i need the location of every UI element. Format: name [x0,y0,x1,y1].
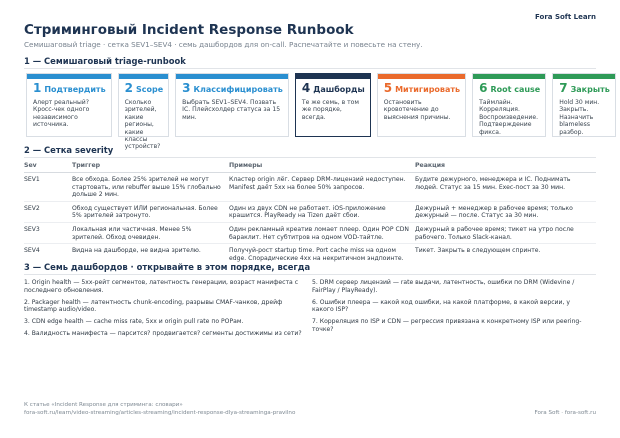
step-number: 5 [383,81,393,95]
step-name: Дашборды [313,85,365,94]
severity-header-trigger: Триггер [72,160,229,173]
step-head [33,81,106,97]
severity-cell-examples: Один из двух CDN не работает. iOS-приложение крашится. PlayReady на Tizen даёт сбои. [229,201,415,222]
severity-header-response: Реакция [415,160,596,173]
step-name: Root cause [490,85,541,94]
severity-cell-response: Будите дежурного, менеджера и IC. Поднимать людей. Статус за 15 мин. Exec-пост за 30 мин. [415,173,596,202]
severity-row [24,201,596,222]
severity-cell-response: Дежурный + менеджер в рабочее время; только дежурный — после. Статус за 30 мин. [415,201,596,222]
step-color-bar [119,74,169,79]
dashboard-item: 6. Ошибки плеера — какой код ошибки, на какой платформе, в какой версии, у какого ISP? [312,298,570,314]
step-description: Те же семь, в том же порядке, всегда. [301,99,359,121]
step-number: 1 [33,81,42,95]
step-head [384,81,460,97]
step-color-bar [553,74,615,79]
dashboard-item: 5. DRM сервер лицензий — rate выдачи, латентность, ошибки по DRM (Widevine / FairPlay / PlayReady). [312,279,575,294]
severity-cell-sev: SEV4 [24,247,40,255]
triage-step-5 [377,73,466,137]
step-number: 7 [559,81,568,95]
severity-table [24,160,596,264]
footer-brand: Fora Soft · fora-soft.ru [534,410,596,416]
severity-cell-sev: SEV3 [24,222,72,243]
severity-cell-trigger: Все обхода. Более 25% зрителей не могут стартовать, или rebuffer выше 15% глобально дольше 2 мин. [72,173,229,202]
severity-cell-response: Дежурный в рабочее время; тикет на утро после рабочего. Только Slack-канал. [415,222,596,243]
triage-step-7 [552,73,616,137]
severity-cell-examples: Получуй-рост startup time. Port cache miss на одном edge. Спорадические 4xx на некритичном эндпоинте. [229,247,404,262]
step-color-bar [473,74,545,79]
triage-step-4 [295,73,371,137]
page-title: Стриминговый Incident Response Runbook [24,22,354,38]
step-name: Закрыть [570,85,610,94]
footer-source [24,402,295,417]
severity-cell-sev: SEV1 [24,173,72,202]
step-description: Hold 30 мин. Закрыть. Назначить blameless разбор. [559,99,600,136]
footer-article-label: К статье «Incident Response для стриминга: словари» [24,402,183,408]
severity-header-row [24,160,596,173]
severity-row [24,222,596,243]
severity-cell-examples: Один рекламный креатив ломает плеер. Один POP CDN бараклит. Нет субтитров на одном VOD-тайтле. [229,222,415,243]
section-heading-triage: 1 — Семишаговый triage-runbook [24,56,186,66]
step-name: Подтвердить [44,85,106,94]
step-head [479,81,540,97]
step-name: Классифицировать [193,85,283,94]
section-rule [24,68,596,69]
step-color-bar [378,74,465,79]
step-color-bar [176,74,288,79]
severity-cell-sev: SEV2 [24,201,72,222]
dashboard-item: 2. Packager health — латентность chunk-encoding, разрывы CMAF-чанков, дрейф timestamp audio/video. [24,298,283,314]
triage-step-3 [175,73,289,137]
step-description: Остановить кровотечение до выяснения причины. [383,99,451,121]
step-description: Выбрать SEV1–SEV4. Позвать IC. Плейсхолдер статуса за 15 мин. [182,99,281,121]
severity-row [24,173,596,202]
severity-cell-response: Тикет. Закрыть в следующем спринте. [415,247,541,255]
step-number: 3 [182,81,191,95]
section-rule [24,157,596,158]
step-description: Алерт реальный? Кросс-чек одного независимого источника. [33,99,90,129]
brand-label: Fora Soft Learn [535,13,596,21]
step-head [559,81,610,97]
dashboard-item: 7. Корреляция по ISP и CDN — регрессия привязана к конкретному ISP или peering-точке? [312,318,582,333]
severity-header-sev: Sev [24,160,72,173]
section-heading-severity: 2 — Сетка severity [24,145,114,155]
dashboard-item: 1. Origin health — 5xx-рейт сегментов, латентность генерации, возраст манифеста с последнего обновления. [24,279,299,294]
page-subtitle: Семишаговый triage · сетка SEV1–SEV4 · семь дашбордов для on-call. Распечатайте и повесьте на стену. [24,40,423,49]
severity-cell-trigger: Локальная или частичная. Менее 5% зрителей. Обход очевиден. [72,222,229,243]
severity-cell-trigger: Видна на дашборде, не видна зрителю. [72,247,201,255]
triage-step-2 [118,73,170,151]
step-description: Таймлайн. Корреляция. Воспроизведение. Подтверждение фикса. [479,99,539,136]
dashboards-right-column [312,279,596,338]
severity-header-examples: Примеры [229,160,415,173]
step-name: Митигировать [395,85,461,94]
step-head [125,81,164,97]
step-number: 2 [124,81,133,95]
step-number: 6 [479,81,488,95]
dashboards-left-column [24,279,312,338]
severity-cell-examples: Кластер origin лёг. Сервер DRM-лицензий недоступен. Manifest даёт 5xx на более 50% запросов. [229,173,415,202]
severity-cell-trigger: Обход существует ИЛИ региональная. Более 5% зрителей затронуто. [72,201,229,222]
step-head [182,81,283,97]
dashboards-list [24,279,596,338]
triage-step-1 [26,73,112,137]
dashboard-item: 3. CDN edge health — cache miss rate, 5xx и origin pull rate по POPам. [24,318,244,326]
section-heading-dashboards: 3 — Семь дашбордов · открывайте в этом порядке, всегда [24,262,311,272]
step-color-bar [296,74,370,79]
triage-step-6 [472,73,546,137]
step-description: Сколько зрителей, какие регионы, какие классы устройств? [124,99,161,151]
step-head [302,81,365,97]
section-rule [24,274,596,275]
step-number: 4 [301,81,311,95]
footer-url[interactable]: fora-soft.ru/learn/video-streaming/articles-streaming/incident-response-dlya-streaminga-pravilno [24,409,296,416]
dashboard-item: 4. Валидность манифеста — парсится? продвигается? сегменты достижимы из сети? [24,329,302,337]
step-color-bar [27,74,111,79]
step-name: Scope [135,85,164,94]
